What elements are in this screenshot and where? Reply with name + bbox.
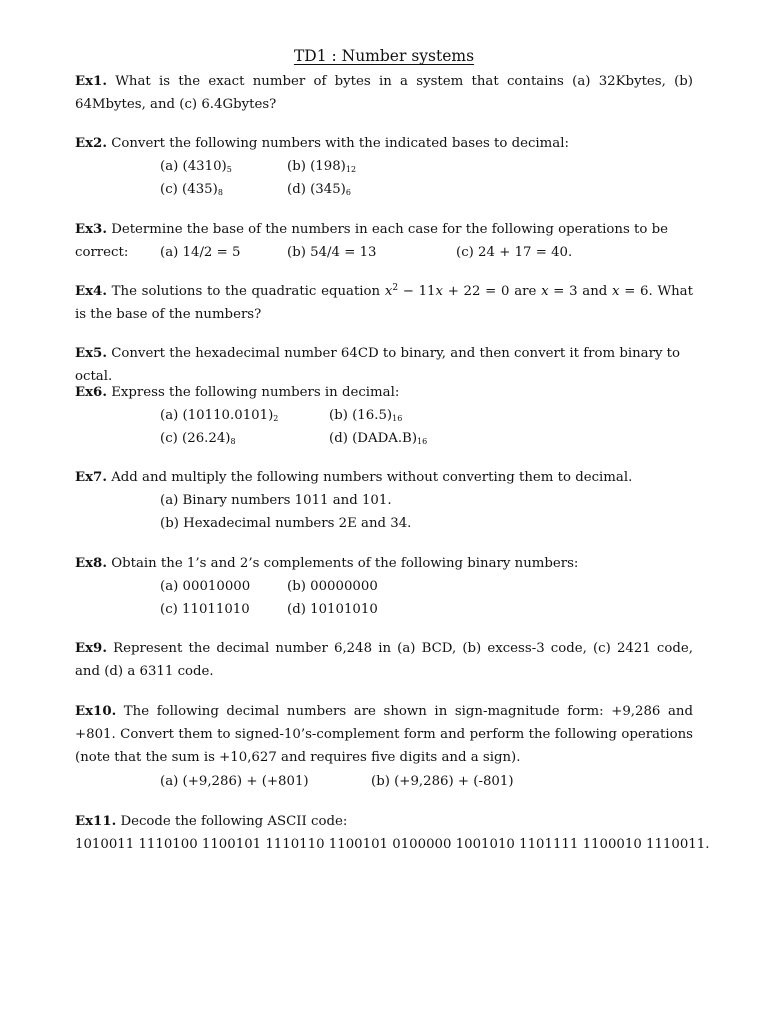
ex6-item-a: (a) $(10110.0101)_2$	[160, 408, 279, 423]
solution-1: x = 3	[541, 284, 578, 299]
page-title: TD1 : Number systems	[293, 47, 475, 65]
exercise-7	[75, 466, 693, 489]
exercise-label: Ex5.	[75, 346, 107, 361]
ascii-code: 1010011 1110100 1100101 1110110 1100101 0100000 1001010 1101111 1100010 1110011.	[75, 837, 710, 852]
exercise-2	[75, 132, 693, 155]
solution-2: x = 6.	[612, 284, 653, 299]
ex10-item-b: (b) (+9,286) + (-801)	[371, 774, 514, 789]
exercise-11	[75, 810, 693, 833]
ex6-item-d: (d) $(DADA.B)_{16}$	[329, 431, 428, 446]
exercise-text: Decode the following ASCII code:	[120, 814, 348, 829]
exercise-1	[75, 70, 693, 116]
exercise-label: Ex6.	[75, 385, 107, 400]
ex2-item-d: (d) $(345)_6$	[287, 182, 351, 197]
ex2-item-c: (c) $(435)_8$	[160, 182, 223, 197]
ex3-item-b: (b) 54/4 = 13	[287, 245, 377, 260]
ex2-item-a: (a) $(4310)_5$	[160, 159, 232, 174]
exercise-6	[75, 381, 693, 404]
exercise-label: Ex3.	[75, 222, 107, 237]
exercise-text: Obtain the 1’s and 2’s complements of the following binary numbers:	[111, 556, 579, 571]
exercise-label: Ex10.	[75, 704, 117, 719]
exercise-text: Add and multiply the following numbers without converting them to decimal.	[111, 470, 633, 485]
ex3-item-a: (a) 14/2 = 5	[160, 245, 241, 260]
ex7-item-a: (a) Binary numbers 1011 and 101.	[160, 493, 392, 508]
exercise-text: Convert the hexadecimal number 64CD to binary, and then convert it from binary to octal.	[75, 346, 681, 384]
exercise-text: What is the exact number of bytes in a system that contains (a) 32Kbytes, (b) 64Mbytes, and (c) 6.4Gbytes?	[75, 74, 693, 112]
ex10-item-a: (a) (+9,286) + (+801)	[160, 774, 309, 789]
ex8-item-d: (d) 10101010	[287, 602, 378, 617]
exercise-label: Ex2.	[75, 136, 107, 151]
ex6-item-c: (c) $(26.24)_8$	[160, 431, 236, 446]
exercise-label: Ex9.	[75, 641, 107, 656]
exercise-10	[75, 700, 693, 769]
exercise-label: Ex4.	[75, 284, 107, 299]
exercise-text: Represent the decimal number 6,248 in (a) BCD, (b) excess-3 code, (c) 2421 code, and (d) a 6311 code.	[75, 641, 693, 679]
exercise-label: Ex1.	[75, 74, 107, 89]
exercise-text: Express the following numbers in decimal:	[111, 385, 400, 400]
exercise-label: Ex11.	[75, 814, 117, 829]
ex7-item-b: (b) Hexadecimal numbers 2E and 34.	[160, 516, 412, 531]
exercise-text: Convert the following numbers with the indicated bases to decimal:	[111, 136, 569, 151]
quadratic-equation: $x^2 - 11x + 22 = 0$	[384, 283, 510, 299]
ex8-item-b: (b) 00000000	[287, 579, 378, 594]
exercise-text: Determine the base of the numbers in each case for the following operations to be correct:	[75, 222, 668, 260]
exercise-label: Ex7.	[75, 470, 107, 485]
ex8-item-c: (c) 11011010	[160, 602, 250, 617]
ex2-item-b: (b) $(198)_{12}$	[287, 159, 357, 174]
exercise-label: Ex8.	[75, 556, 107, 571]
ex3-item-c: (c) 24 + 17 = 40.	[456, 245, 573, 260]
exercise-text: The following decimal numbers are shown in sign-magnitude form: +9,286 and +801. Convert them to signed-10’s-complement form and perform the following operations (note that the sum is +10,627 and requires five digits and a sign).	[75, 704, 693, 765]
ex8-item-a: (a) 00010000	[160, 579, 251, 594]
exercise-8	[75, 552, 693, 575]
exercise-9	[75, 637, 693, 683]
exercise-4: Ex4. The solutions to the quadratic equation $x^2 - 11x + 22 = 0$ are x = 3 and x = 6. What is the base of the numbers?	[75, 283, 693, 322]
ex6-item-b: (b) $(16.5)_{16}$	[329, 408, 403, 423]
